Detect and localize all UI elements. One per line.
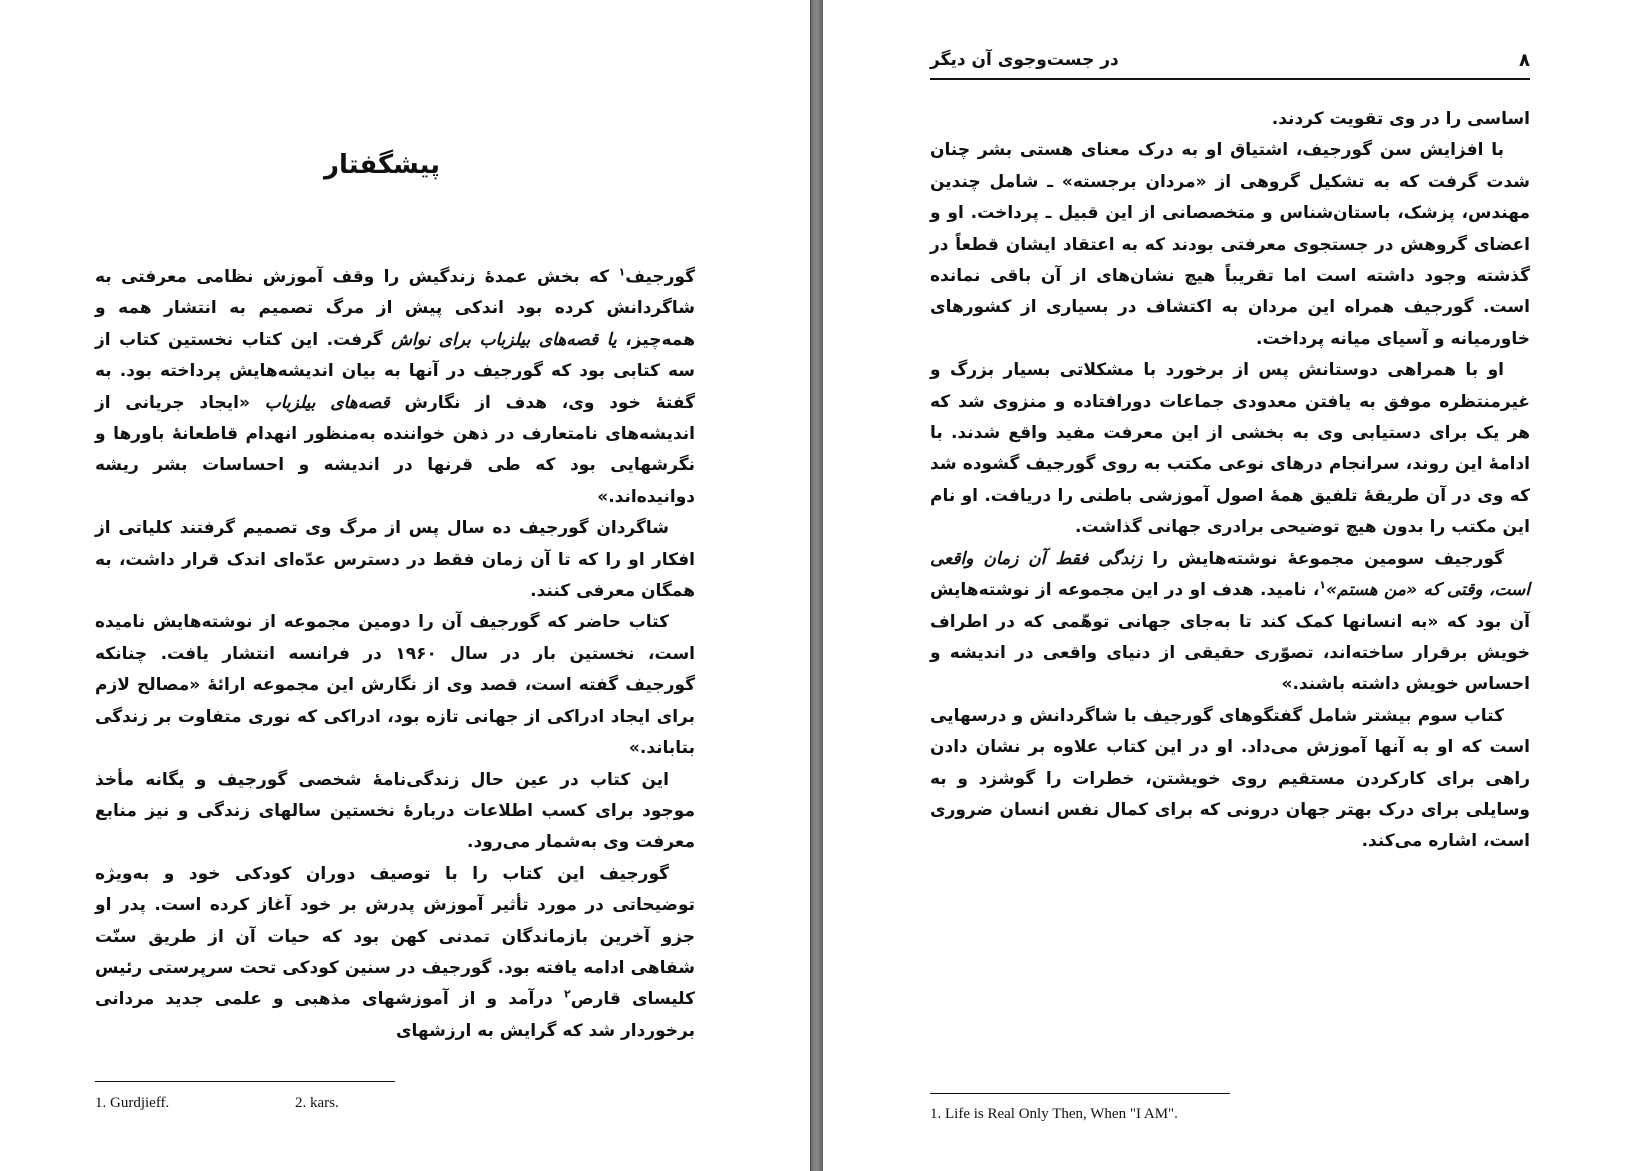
paragraph: گورجیف$^۱$ که بخش عمدهٔ زندگیش را وقف آموزش نظامی معرفتی به شاگردانش کرده بود اندکی پیش از مرگ تصمیم به انتشار همه و همه‌چیز، یا قصه‌های بیلزباب برای نواش گرفت. این کتاب نخستین کتاب از سه کتابی بود که گورجیف در آنها به بیان اندیشه‌هایش پرداخته بود. به گفتهٔ خود وی، هدف از نگارش قصه‌های بیلزباب «ایجاد جریانی از اندیشه‌های نامتعارف در ذهن خواننده به‌منظور انهدام قاطعانهٔ باورها و نگرشهایی بود که طی قرنها در اندیشه و احساسات بشر ریشه دوانیده‌اند.»: [95, 265, 695, 507]
paragraph: او با همراهی دوستانش پس از برخورد با مشکلاتی بسیار بزرگ و غیرمنتظره موفق به یافتن معدودی جماعات دورافتاده و منزوی شد که هر یک برای دستیابی وی به بخشی از این معرفت مفید واقع شدند. با ادامهٔ این روند، سرانجام درهای نوعی مکتب به روی گورجیف گشوده شد که وی در آن طریقهٔ تلفیق همهٔ اصول آموزشی باطنی را دریافت. او نام این مکتب را بدون هیچ توضیحی برادری جهانی گذاشت.: [930, 360, 1530, 538]
paragraph: با افزایش سن گورجیف، اشتیاق او به درک معنای هستی بشر چنان شدت گرفت که به تشکیل گروهی از «مردان برجسته» ـ شامل چندین مهندس، پزشک، باستان‌شناس و متخصصانی از این قبیل ـ پرداخت. او و اعضای گروهش در جستجوی معرفتی بودند که به اعتقاد ایشان قطعاً در گذشته وجود داشته است اما تقریباً هیچ نشان‌های از آن باقی نمانده است. گورجیف همراه این مردان به اکتشاف در بسیاری از کشورهای خاورمیانه و آسیای میانه پرداخت.: [930, 140, 1530, 349]
footnote: 1. Gurdjieff.: [95, 1095, 170, 1111]
running-head: [930, 48, 1530, 80]
paragraph: شاگردان گورجیف ده سال پس از مرگ وی تصمیم گرفتند کلیاتی از افکار او را که تا آن زمان فقط در دسترس عدّه‌ای اندک قرار داشت، به همگان معرفی کنند.: [95, 518, 695, 602]
page-number: ۸: [1519, 50, 1530, 71]
footnote: 1. Life is Real Only Then, When "I AM".: [930, 1106, 1178, 1122]
paragraph: کتاب سوم بیشتر شامل گفتگوهای گورجیف با شاگردانش و درسهایی است که او به آنها آموزش می‌داد. او در این کتاب علاوه بر نشان دادن راهی برای کارکردن مستقیم روی خویشتن، خطرات را گوشزد و به وسایلی برای درک بهتر جهان درونی که برای کمال نفس انسان ضروری است، اشاره می‌کند.: [930, 705, 1530, 852]
left-page-body: [95, 262, 695, 1047]
paragraph: کتاب حاضر که گورجیف آن را دومین مجموعه از نوشته‌هایش نامیده است، نخستین بار در سال ۱۹۶۰ در فرانسه انتشار یافت. چنانکه گورجیف گفته است، قصد وی از نگارش این مجموعه ارائهٔ «مصالح لازم برای ایجاد ادراکی از جهانی تازه بود، ادراکی که نوری متفاوت بر زندگی بتاباند.»: [95, 612, 695, 759]
paragraph: این کتاب در عین حال زندگی‌نامهٔ شخصی گورجیف و یگانه مأخذ موجود برای کسب اطلاعات دربارهٔ نخستین سالهای زندگی و نیز منابع معرفت وی به‌شمار می‌رود.: [95, 769, 695, 853]
footnote-rule: [930, 1093, 1230, 1094]
footnote: 2. kars.: [295, 1095, 339, 1111]
running-head-title: در جست‌وجوی آن دیگر: [930, 50, 1119, 70]
right-page-body: [930, 104, 1530, 858]
left-page: [0, 0, 810, 1171]
paragraph: اساسی را در وی تقویت کردند.: [1271, 109, 1530, 129]
chapter-title: پیشگفتار: [323, 150, 440, 180]
footnote-rule: [95, 1081, 395, 1082]
paragraph: گورجیف سومین مجموعهٔ نوشته‌هایش را زندگی فقط آن زمان واقعی است، وقتی که «من هستم»$^۱$، نامید. هدف او در این مجموعه از نوشته‌هایش آن بود که «به انسانها کمک کند تا به‌جای جهانی توهّمی که در اطراف خویش برقرار ساخته‌اند، تصوّری حقیقی از دنیای واقعی در اندیشه و احساس خویش داشته باشند.»: [930, 548, 1530, 695]
paragraph: گورجیف این کتاب را با توصیف دوران کودکی خود و به‌ویژه توضیحاتی در مورد تأثیر آموزش پدرش بر خود آغاز کرده است. پدر او جزو آخرین بازماندگان تمدنی کهن بود که حیات آن از طریق سنّت شفاهی ادامه یافته بود. گورجیف در سنین کودکی تحت سرپرستی رئیس کلیسای قارص$^۲$ درآمد و از آموزشهای مذهبی و علمی جدید مردانی برخوردار شد که گرایش به ارزشهای: [95, 863, 696, 1041]
